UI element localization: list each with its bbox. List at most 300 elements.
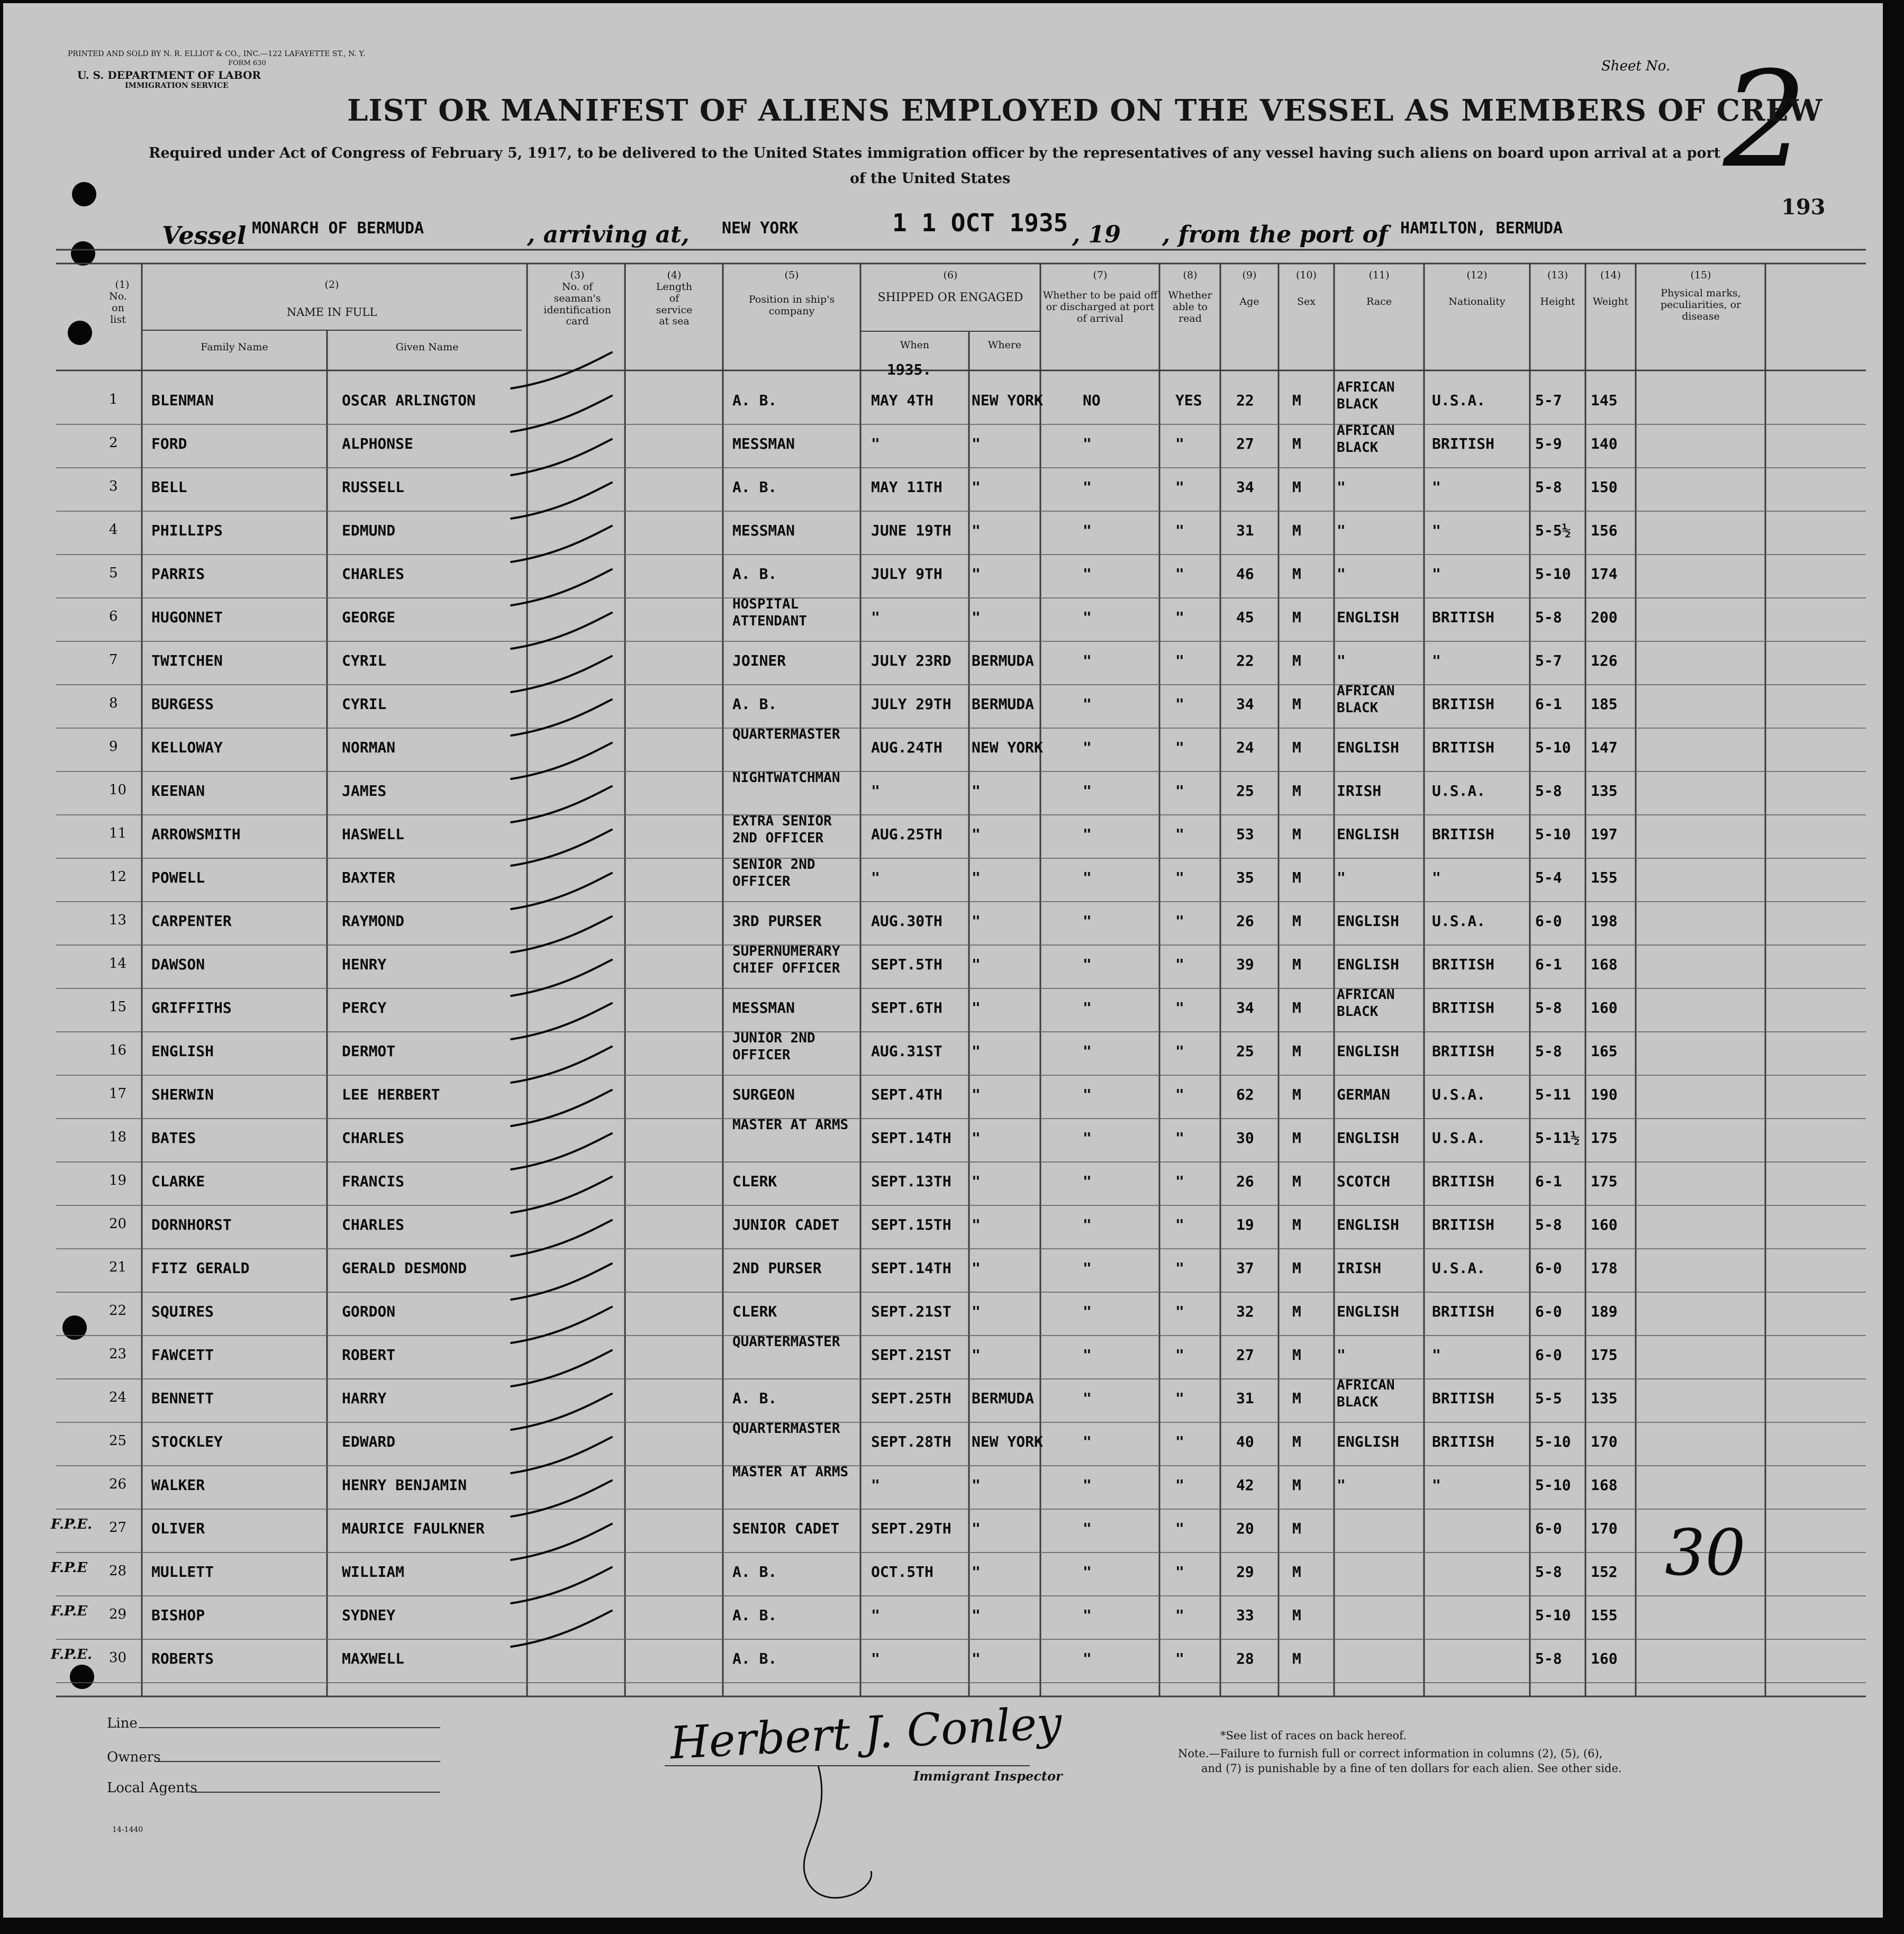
cell-able-to-read: " (1175, 1173, 1184, 1190)
cell-nationality: BRITISH (1432, 1173, 1495, 1190)
cell-shipped-when: JUNE 19TH (871, 522, 951, 539)
cell-race: " (1337, 522, 1346, 539)
cell-row-number: 24 (109, 1390, 127, 1405)
year-prefix: , 19 (1072, 221, 1121, 248)
cell-given-name: HASWELL (342, 825, 405, 843)
cell-shipped-when: " (871, 609, 880, 626)
cell-margin-note: F.P.E (51, 1603, 88, 1619)
cell-weight: 145 (1591, 392, 1618, 409)
cell-age: 30 (1236, 1129, 1254, 1147)
cell-paid-off: " (1083, 695, 1092, 713)
cell-age: 27 (1236, 1346, 1254, 1364)
cell-sex: M (1292, 782, 1301, 800)
cell-shipped-where: " (972, 1173, 981, 1190)
cell-able-to-read: " (1175, 739, 1184, 756)
cell-row-number: 10 (109, 782, 127, 798)
cell-family-name: WALKER (151, 1476, 205, 1494)
cell-able-to-read: " (1175, 1042, 1184, 1060)
cell-given-name: EDWARD (342, 1433, 396, 1450)
cell-row-number: 26 (109, 1476, 127, 1492)
cell-weight: 175 (1591, 1173, 1618, 1190)
cell-family-name: FORD (151, 435, 187, 452)
cell-position: HOSPITAL ATTENDANT (732, 596, 807, 629)
inspector-signature: Herbert J. Conley (668, 1696, 1063, 1769)
cell-sex: M (1292, 1216, 1301, 1233)
col-header-9: (9) Age (1239, 269, 1259, 307)
cell-race: AFRICAN BLACK (1337, 683, 1395, 716)
cell-age: 31 (1236, 522, 1254, 539)
col-header-10: (10) Sex (1295, 269, 1317, 307)
cell-sex: M (1292, 1606, 1301, 1624)
cell-race: " (1337, 565, 1346, 583)
cell-position: A. B. (732, 565, 777, 583)
cell-position: MASTER AT ARMS (732, 1117, 849, 1133)
department-name: U. S. DEPARTMENT OF LABOR (77, 69, 261, 81)
footer-agents-label: Local Agents (107, 1780, 197, 1796)
cell-weight: 168 (1591, 1476, 1618, 1494)
cell-shipped-when: MAY 4TH (871, 392, 934, 409)
cell-given-name: MAXWELL (342, 1650, 405, 1667)
cell-family-name: ROBERTS (151, 1650, 214, 1667)
cell-height: 5-11½ (1535, 1129, 1580, 1147)
cell-margin-note: F.P.E. (51, 1517, 93, 1532)
cell-row-number: 30 (109, 1650, 127, 1666)
cell-age: 25 (1236, 782, 1254, 800)
cell-position: QUARTERMASTER (732, 1421, 840, 1437)
cell-age: 28 (1236, 1650, 1254, 1667)
cell-sex: M (1292, 912, 1301, 930)
cell-shipped-where: NEW YORK (972, 739, 1043, 756)
cell-row-number: 11 (109, 825, 127, 841)
footer-owners-label: Owners (107, 1749, 161, 1765)
cell-given-name: GEORGE (342, 609, 396, 626)
cell-family-name: KEENAN (151, 782, 205, 800)
cell-margin-note: F.P.E (51, 1560, 88, 1576)
cell-row-number: 18 (109, 1129, 127, 1145)
cell-sex: M (1292, 1476, 1301, 1494)
cell-paid-off: " (1083, 522, 1092, 539)
cell-able-to-read: " (1175, 912, 1184, 930)
cell-able-to-read: " (1175, 1086, 1184, 1103)
cell-age: 25 (1236, 1042, 1254, 1060)
cell-paid-off: " (1083, 565, 1092, 583)
sheet-number: 2 (1723, 43, 1808, 197)
cell-given-name: FRANCIS (342, 1173, 405, 1190)
cell-position: MESSMAN (732, 435, 795, 452)
cell-paid-off: " (1083, 1303, 1092, 1320)
cell-shipped-when: SEPT.29TH (871, 1520, 951, 1537)
cell-row-number: 21 (109, 1259, 127, 1275)
cell-sex: M (1292, 1259, 1301, 1277)
col-header-where: Where (987, 339, 1022, 351)
cell-able-to-read: " (1175, 1476, 1184, 1494)
cell-shipped-where: NEW YORK (972, 1433, 1043, 1450)
cell-family-name: POWELL (151, 869, 205, 886)
cell-age: 19 (1236, 1216, 1254, 1233)
cell-nationality: U.S.A. (1432, 1086, 1486, 1103)
cell-race: ENGLISH (1337, 956, 1400, 973)
cell-age: 45 (1236, 609, 1254, 626)
cell-age: 53 (1236, 825, 1254, 843)
cell-nationality: BRITISH (1432, 1216, 1495, 1233)
cell-sex: M (1292, 609, 1301, 626)
cell-position: JOINER (732, 652, 786, 669)
cell-able-to-read: " (1175, 1433, 1184, 1450)
footer-agents-rule (191, 1792, 440, 1793)
cell-height: 5-4 (1535, 869, 1562, 886)
cell-position: CLERK (732, 1173, 777, 1190)
cell-position: MESSMAN (732, 522, 795, 539)
manifest-sheet (3, 3, 1883, 1918)
cell-height: 5-5½ (1535, 522, 1571, 539)
cell-shipped-when: SEPT.15TH (871, 1216, 951, 1233)
cell-position: EXTRA SENIOR 2ND OFFICER (732, 813, 832, 846)
cell-shipped-where: " (972, 1346, 981, 1364)
cell-age: 39 (1236, 956, 1254, 973)
penalty-note-2: and (7) is punishable by a fine of ten dollars for each alien. See other side. (1201, 1762, 1622, 1775)
cell-height: 5-7 (1535, 652, 1562, 669)
cell-height: 6-0 (1535, 1259, 1562, 1277)
cell-given-name: ALPHONSE (342, 435, 413, 452)
cell-nationality: BRITISH (1432, 1390, 1495, 1407)
cell-paid-off: " (1083, 1216, 1092, 1233)
cell-age: 22 (1236, 392, 1254, 409)
departure-port: HAMILTON, BERMUDA (1400, 219, 1563, 238)
cell-sex: M (1292, 999, 1301, 1016)
cell-race: AFRICAN BLACK (1337, 423, 1395, 456)
cell-position: A. B. (732, 1606, 777, 1624)
cell-family-name: BENNETT (151, 1390, 214, 1407)
cell-able-to-read: " (1175, 1650, 1184, 1667)
cell-height: 5-8 (1535, 1216, 1562, 1233)
cell-age: 24 (1236, 739, 1254, 756)
col-header-14: (14) Weight (1592, 269, 1629, 307)
cell-row-number: 15 (109, 999, 127, 1015)
cell-sex: M (1292, 478, 1301, 496)
cell-family-name: BELL (151, 478, 187, 496)
cell-position: JUNIOR 2ND OFFICER (732, 1030, 815, 1063)
cell-shipped-where: " (972, 609, 981, 626)
cell-weight: 178 (1591, 1259, 1618, 1277)
cell-shipped-when: SEPT.21ST (871, 1303, 951, 1320)
races-note: *See list of races on back hereof. (1220, 1729, 1407, 1742)
cell-row-number: 5 (109, 565, 118, 581)
cell-race: ENGLISH (1337, 1433, 1400, 1450)
cell-family-name: FAWCETT (151, 1346, 214, 1364)
cell-shipped-where: " (972, 999, 981, 1016)
cell-nationality: BRITISH (1432, 695, 1495, 713)
cell-race: ENGLISH (1337, 1129, 1400, 1147)
cell-weight: 135 (1591, 782, 1618, 800)
cell-weight: 175 (1591, 1129, 1618, 1147)
cell-paid-off: " (1083, 609, 1092, 626)
page-title: LIST OR MANIFEST OF ALIENS EMPLOYED ON THE VESSEL AS MEMBERS OF CREW (347, 93, 1823, 128)
cell-position: A. B. (732, 392, 777, 409)
cell-race: AFRICAN BLACK (1337, 987, 1395, 1020)
cell-paid-off: " (1083, 1173, 1092, 1190)
cell-sex: M (1292, 1303, 1301, 1320)
cell-height: 5-10 (1535, 1606, 1571, 1624)
cell-height: 5-10 (1535, 1476, 1571, 1494)
cell-position: SENIOR CADET (732, 1520, 840, 1537)
cell-position: SUPERNUMERARY CHIEF OFFICER (732, 943, 840, 976)
cell-age: 33 (1236, 1606, 1254, 1624)
cell-given-name: NORMAN (342, 739, 396, 756)
cell-family-name: SHERWIN (151, 1086, 214, 1103)
cell-position: 2ND PURSER (732, 1259, 822, 1277)
cell-family-name: STOCKLEY (151, 1433, 223, 1450)
col-header-13: (13) Height (1540, 269, 1575, 307)
cell-position: A. B. (732, 478, 777, 496)
cell-age: 31 (1236, 1390, 1254, 1407)
year-annotation: 1935. (887, 361, 932, 378)
cell-able-to-read: " (1175, 1346, 1184, 1364)
cell-given-name: JAMES (342, 782, 387, 800)
cell-age: 35 (1236, 869, 1254, 886)
cell-paid-off: " (1083, 1129, 1092, 1147)
cell-race: IRISH (1337, 782, 1382, 800)
cell-weight: 197 (1591, 825, 1618, 843)
cell-height: 5-9 (1535, 435, 1562, 452)
cell-paid-off: " (1083, 739, 1092, 756)
cell-shipped-where: " (972, 1520, 981, 1537)
cell-shipped-where: " (972, 869, 981, 886)
cell-race: GERMAN (1337, 1086, 1391, 1103)
col-header-4: (4) Length of service at sea (656, 269, 693, 328)
cell-paid-off: " (1083, 1520, 1092, 1537)
crew-total-tally: 30 (1665, 1517, 1746, 1590)
cell-family-name: GRIFFITHS (151, 999, 232, 1016)
cell-sex: M (1292, 1433, 1301, 1450)
cell-row-number: 12 (109, 869, 127, 885)
cell-shipped-where: " (972, 1216, 981, 1233)
cell-weight: 160 (1591, 1216, 1618, 1233)
signature-flourish (786, 1760, 903, 1918)
cell-paid-off: NO (1083, 392, 1101, 409)
cell-height: 5-8 (1535, 782, 1562, 800)
cell-weight: 135 (1591, 1390, 1618, 1407)
cell-shipped-where: " (972, 1606, 981, 1624)
cell-height: 5-5 (1535, 1390, 1562, 1407)
cell-paid-off: " (1083, 1390, 1092, 1407)
cell-able-to-read: " (1175, 1216, 1184, 1233)
cell-able-to-read: " (1175, 1303, 1184, 1320)
cell-shipped-where: " (972, 912, 981, 930)
col-header-3: (3) No. of seaman's identification card (543, 269, 611, 328)
cell-nationality: " (1432, 565, 1441, 583)
cell-height: 6-0 (1535, 1520, 1562, 1537)
cell-family-name: MULLETT (151, 1563, 214, 1581)
cell-weight: 185 (1591, 695, 1618, 713)
subtitle-line-1: Required under Act of Congress of February 5, 1917, to be delivered to the United States immigration officer by the representatives of any vessel having such aliens on board upon arrival at a port (149, 145, 1721, 161)
cell-height: 5-8 (1535, 999, 1562, 1016)
col-header-given: Given Name (395, 341, 459, 353)
col-header-family: Family Name (201, 341, 268, 353)
cell-shipped-where: " (972, 782, 981, 800)
cell-sex: M (1292, 392, 1301, 409)
cell-nationality: " (1432, 1476, 1441, 1494)
cell-shipped-when: SEPT.28TH (871, 1433, 951, 1450)
cell-age: 29 (1236, 1563, 1254, 1581)
cell-able-to-read: " (1175, 782, 1184, 800)
cell-position: A. B. (732, 695, 777, 713)
cell-position: SURGEON (732, 1086, 795, 1103)
cell-able-to-read: " (1175, 435, 1184, 452)
cell-nationality: BRITISH (1432, 1303, 1495, 1320)
footer-line-label: Line (107, 1715, 138, 1731)
cell-height: 5-10 (1535, 565, 1571, 583)
cell-weight: 160 (1591, 1650, 1618, 1667)
cell-sex: M (1292, 956, 1301, 973)
cell-row-number: 23 (109, 1346, 127, 1362)
cell-position: NIGHTWATCHMAN (732, 770, 840, 786)
cell-row-number: 27 (109, 1520, 127, 1536)
cell-able-to-read: " (1175, 695, 1184, 713)
cell-shipped-where: NEW YORK (972, 392, 1043, 409)
cell-age: 34 (1236, 478, 1254, 496)
cell-shipped-where: " (972, 956, 981, 973)
cell-paid-off: " (1083, 1346, 1092, 1364)
arrival-port: NEW YORK (722, 219, 799, 238)
cell-row-number: 2 (109, 435, 118, 451)
cell-able-to-read: " (1175, 1520, 1184, 1537)
cell-nationality: BRITISH (1432, 956, 1495, 973)
cell-row-number: 1 (109, 392, 118, 407)
cell-given-name: OSCAR ARLINGTON (342, 392, 476, 409)
cell-position: JUNIOR CADET (732, 1216, 840, 1233)
cell-given-name: MAURICE FAULKNER (342, 1520, 485, 1537)
cell-shipped-when: SEPT.25TH (871, 1390, 951, 1407)
cell-nationality: BRITISH (1432, 999, 1495, 1016)
cell-shipped-when: " (871, 1476, 880, 1494)
cell-sex: M (1292, 1042, 1301, 1060)
sheet-number-label: Sheet No. (1601, 58, 1671, 74)
cell-nationality: BRITISH (1432, 1433, 1495, 1450)
vessel-name: MONARCH OF BERMUDA (252, 219, 424, 238)
cell-able-to-read: " (1175, 825, 1184, 843)
cell-paid-off: " (1083, 1563, 1092, 1581)
cell-paid-off: " (1083, 1042, 1092, 1060)
cell-age: 20 (1236, 1520, 1254, 1537)
cell-height: 5-10 (1535, 1433, 1571, 1450)
cell-sex: M (1292, 565, 1301, 583)
cell-sex: M (1292, 1086, 1301, 1103)
cell-sex: M (1292, 1563, 1301, 1581)
cell-given-name: WILLIAM (342, 1563, 405, 1581)
cell-sex: M (1292, 1650, 1301, 1667)
cell-height: 5-10 (1535, 739, 1571, 756)
printer-credit: PRINTED AND SOLD BY N. R. ELLIOT & CO., INC.—122 LAFAYETTE ST., N. Y. (68, 50, 366, 58)
cell-shipped-when: JULY 9TH (871, 565, 942, 583)
cell-weight: 150 (1591, 478, 1618, 496)
cell-nationality: BRITISH (1432, 609, 1495, 626)
cell-family-name: FITZ GERALD (151, 1259, 250, 1277)
cell-family-name: OLIVER (151, 1520, 205, 1537)
cell-position: QUARTERMASTER (732, 1334, 840, 1350)
cell-given-name: PERCY (342, 999, 387, 1016)
cell-race: ENGLISH (1337, 1303, 1400, 1320)
cell-family-name: BLENMAN (151, 392, 214, 409)
cell-given-name: CHARLES (342, 565, 405, 583)
cell-race: AFRICAN BLACK (1337, 379, 1395, 412)
cell-race: ENGLISH (1337, 1042, 1400, 1060)
cell-able-to-read: " (1175, 609, 1184, 626)
cell-row-number: 20 (109, 1216, 127, 1232)
cell-margin-note: F.P.E. (51, 1647, 93, 1663)
cell-family-name: PARRIS (151, 565, 205, 583)
cell-height: 5-8 (1535, 1563, 1562, 1581)
cell-shipped-where: " (972, 1086, 981, 1103)
cell-race: ENGLISH (1337, 609, 1400, 626)
cell-paid-off: " (1083, 1650, 1092, 1667)
cell-shipped-when: AUG.25TH (871, 825, 942, 843)
cell-weight: 147 (1591, 739, 1618, 756)
cell-race: IRISH (1337, 1259, 1382, 1277)
cell-given-name: CHARLES (342, 1129, 405, 1147)
cell-row-number: 29 (109, 1606, 127, 1622)
cell-nationality: U.S.A. (1432, 392, 1486, 409)
cell-weight: 198 (1591, 912, 1618, 930)
cell-position: SENIOR 2ND OFFICER (732, 857, 815, 889)
cell-height: 5-11 (1535, 1086, 1571, 1103)
cell-shipped-where: " (972, 1303, 981, 1320)
cell-family-name: ENGLISH (151, 1042, 214, 1060)
from-port-label: , from the port of (1162, 221, 1388, 248)
col-header-7: (7) Whether to be paid off or discharged at port of arrival (1042, 269, 1158, 324)
cell-height: 5-8 (1535, 478, 1562, 496)
cell-nationality: U.S.A. (1432, 912, 1486, 930)
cell-sex: M (1292, 1390, 1301, 1407)
col-header-12: (12) Nationality (1448, 269, 1506, 307)
cell-shipped-when: " (871, 1650, 880, 1667)
cell-paid-off: " (1083, 1259, 1092, 1277)
subtitle-line-2: of the United States (850, 170, 1011, 187)
cell-position: A. B. (732, 1390, 777, 1407)
cell-nationality: BRITISH (1432, 739, 1495, 756)
vessel-label: Vessel (162, 221, 247, 250)
penalty-note-1: Note.—Failure to furnish full or correct information in columns (2), (5), (6), (1178, 1747, 1603, 1760)
cell-row-number: 6 (109, 609, 118, 624)
cell-weight: 160 (1591, 999, 1618, 1016)
cell-family-name: SQUIRES (151, 1303, 214, 1320)
cell-age: 34 (1236, 695, 1254, 713)
cell-shipped-where: " (972, 1650, 981, 1667)
cell-given-name: SYDNEY (342, 1606, 396, 1624)
cell-sex: M (1292, 522, 1301, 539)
cell-paid-off: " (1083, 782, 1092, 800)
cell-weight: 174 (1591, 565, 1618, 583)
cell-able-to-read: " (1175, 869, 1184, 886)
cell-able-to-read: " (1175, 1129, 1184, 1147)
cell-shipped-when: SEPT.5TH (871, 956, 942, 973)
cell-paid-off: " (1083, 435, 1092, 452)
cell-height: 6-1 (1535, 695, 1562, 713)
cell-race: AFRICAN BLACK (1337, 1377, 1395, 1410)
cell-weight: 189 (1591, 1303, 1618, 1320)
footer-line-rule (139, 1727, 440, 1728)
cell-weight: 140 (1591, 435, 1618, 452)
cell-family-name: PHILLIPS (151, 522, 223, 539)
cell-able-to-read: " (1175, 565, 1184, 583)
cell-shipped-when: OCT.5TH (871, 1563, 934, 1581)
col-header-8: (8) Whether able to read (1168, 269, 1212, 324)
cell-row-number: 7 (109, 652, 118, 668)
cell-shipped-where: " (972, 478, 981, 496)
cell-age: 37 (1236, 1259, 1254, 1277)
cell-sex: M (1292, 1346, 1301, 1364)
cell-row-number: 22 (109, 1303, 127, 1319)
cell-shipped-where: " (972, 825, 981, 843)
